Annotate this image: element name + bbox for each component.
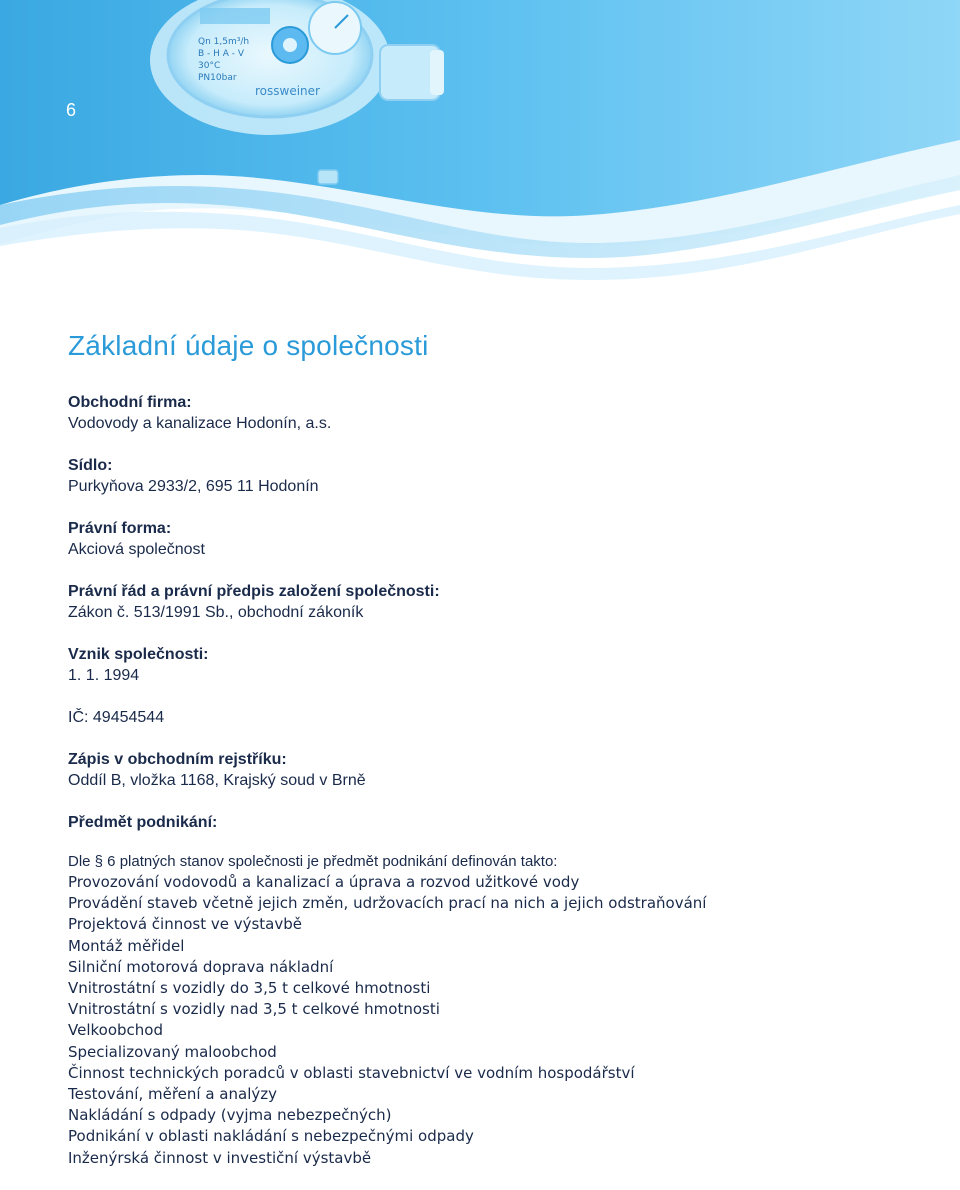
field-value: Akciová společnost <box>68 541 205 558</box>
list-item: Vnitrostátní s vozidly do 3,5 t celkové hmotnosti <box>68 979 431 998</box>
company-info <box>68 330 928 1190</box>
field-label: Právní forma: <box>68 520 172 537</box>
list-item: Projektová činnost ve výstavbě <box>68 915 302 934</box>
list-item: Provozování vodovodů a kanalizací a úprava a rozvod užitkové vody <box>68 873 580 891</box>
field-business-name <box>68 392 928 434</box>
list-item: Silniční motorová doprava nákladní <box>68 957 334 976</box>
list-item: Provádění staveb včetně jejich změn, udržovacích prací na nich a jejich odstraňování <box>68 894 707 913</box>
ico-label: IČ: <box>68 709 89 726</box>
list-item: Specializovaný maloobchod <box>68 1042 277 1061</box>
field-label: Obchodní firma: <box>68 394 192 411</box>
field-value: Vodovody a kanalizace Hodonín, a.s. <box>68 415 332 432</box>
activity-list <box>68 872 928 1169</box>
field-value: 1. 1. 1994 <box>68 667 140 684</box>
list-item: Nakládání s odpady (vyjma nebezpečných) <box>68 1106 392 1125</box>
field-label: Předmět podnikání: <box>68 814 218 831</box>
list-item: Testování, měření a analýzy <box>68 1085 277 1104</box>
water-meter-illustration <box>0 0 960 300</box>
field-ico <box>68 707 928 728</box>
field-label: Vznik společnosti: <box>68 646 209 663</box>
svg-text:rossweiner: rossweiner <box>255 84 320 98</box>
field-business-subject <box>68 812 928 1169</box>
ico-value: 49454544 <box>92 709 165 726</box>
list-item: Velkoobchod <box>68 1021 163 1040</box>
field-value: Purkyňova 2933/2, 695 11 Hodonín <box>68 478 319 495</box>
field-founding <box>68 644 928 686</box>
svg-text:30°C: 30°C <box>198 61 221 71</box>
ico-line <box>68 707 928 728</box>
page-title: Základní údaje o společnosti <box>68 330 429 361</box>
field-label: Právní řád a právní předpis založení společnosti: <box>68 583 440 600</box>
field-label: Zápis v obchodním rejstříku: <box>68 751 287 768</box>
svg-text:B - H A - V: B - H A - V <box>198 49 245 59</box>
header-banner <box>0 0 960 300</box>
field-value: Oddíl B, vložka 1168, Krajský soud v Brně <box>68 772 366 789</box>
page-number: 6 <box>66 100 77 120</box>
field-legal-order <box>68 581 928 623</box>
svg-text:Qn 1,5m³/h: Qn 1,5m³/h <box>198 37 250 47</box>
svg-text:PN10bar: PN10bar <box>198 73 237 83</box>
field-legal-form <box>68 518 928 560</box>
list-item: Činnost technických poradců v oblasti stavebnictví ve vodním hospodářství <box>68 1063 635 1082</box>
list-item: Podnikání v oblasti nakládání s nebezpečnými odpady <box>68 1127 474 1146</box>
list-item: Vnitrostátní s vozidly nad 3,5 t celkové hmotnosti <box>68 1000 440 1019</box>
field-label: Sídlo: <box>68 457 113 474</box>
business-intro: Dle § 6 platných stanov společnosti je předmět podnikání definován takto: <box>68 853 558 870</box>
list-item: Inženýrská činnost v investiční výstavbě <box>68 1148 372 1167</box>
field-registry <box>68 749 928 791</box>
list-item: Montáž měřidel <box>68 936 185 955</box>
field-value: Zákon č. 513/1991 Sb., obchodní zákoník <box>68 604 364 621</box>
field-seat <box>68 455 928 497</box>
